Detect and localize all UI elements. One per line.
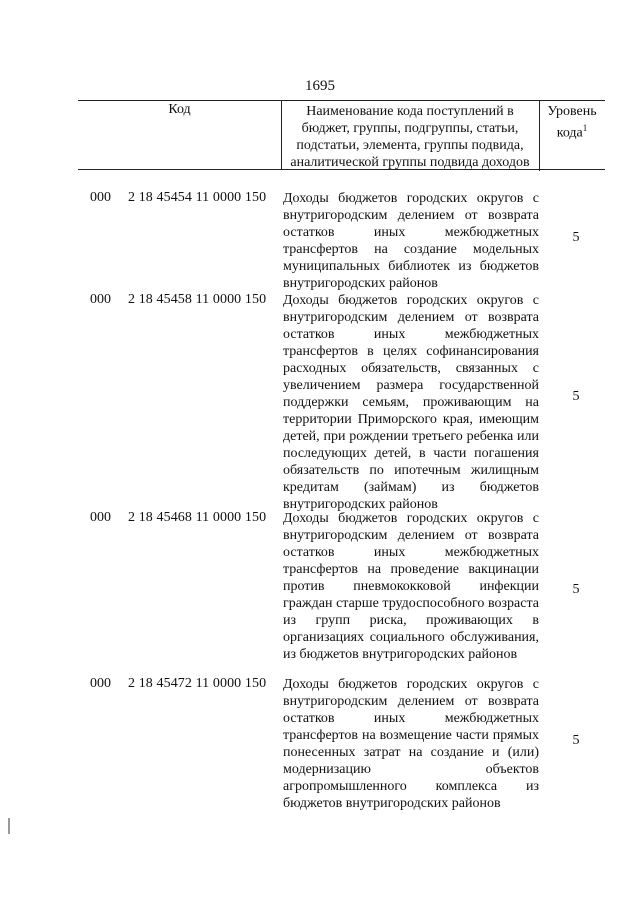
code-level: 5 xyxy=(572,230,580,245)
admin-code: 000 xyxy=(90,676,111,691)
admin-code: 000 xyxy=(90,292,111,307)
admin-code: 000 xyxy=(90,510,111,525)
revenue-code: 2 18 45454 11 0000 150 xyxy=(128,190,267,205)
header-level-footnote: 1 xyxy=(582,123,588,133)
code-level: 5 xyxy=(572,389,580,404)
revenue-name: Доходы бюджетов городских округов с внутригородским делением от возврата остатков иных межбюджетных трансфертов на создание модельных муниципальных библиотек из бюджетов внутригородских районов xyxy=(283,191,539,291)
header-level xyxy=(539,101,605,171)
header-name: Наименование кода поступлений в бюджет, группы, подгруппы, статьи, подстатьи, элемента, группы подвида, аналитической группы подвида доходов xyxy=(281,101,540,171)
revenue-name: Доходы бюджетов городских округов с внутригородским делением от возврата остатков иных межбюджетных трансфертов в целях софинансирования расходных обязательств, связанных с увеличением размера государственной поддержки семьям, проживающим на территории Приморского края, имеющим детей, при рождении третьего ребенка или последующих детей, в части погашения обязательств по ипотечным жилищным кредитам (займам) из бюджетов внутригородских районов xyxy=(283,293,539,512)
scan-margin-mark xyxy=(8,818,10,834)
header-code: Код xyxy=(78,101,282,169)
admin-code: 000 xyxy=(90,190,111,205)
code-level: 5 xyxy=(572,582,580,597)
revenue-code: 2 18 45472 11 0000 150 xyxy=(128,676,267,691)
code-level: 5 xyxy=(572,733,580,748)
header-level-label: Уровень кода xyxy=(547,104,597,141)
page-number: 1695 xyxy=(305,78,335,94)
revenue-name: Доходы бюджетов городских округов с внутригородским делением от возврата остатков иных межбюджетных трансфертов на проведение вакцинации против пневмококковой инфекции граждан старше трудоспособного возраста из групп риска, проживающих в организациях социального обслуживания, из бюджетов внутригородских районов xyxy=(283,511,539,662)
table-header xyxy=(78,100,605,170)
revenue-code: 2 18 45468 11 0000 150 xyxy=(128,510,267,525)
revenue-code: 2 18 45458 11 0000 150 xyxy=(128,292,267,307)
revenue-name: Доходы бюджетов городских округов с внутригородским делением от возврата остатков иных межбюджетных трансфертов на возмещение части прямых понесенных затрат на создание и (или) модернизацию объектов агропромышленного комплекса из бюджетов внутригородских районов xyxy=(283,677,539,811)
